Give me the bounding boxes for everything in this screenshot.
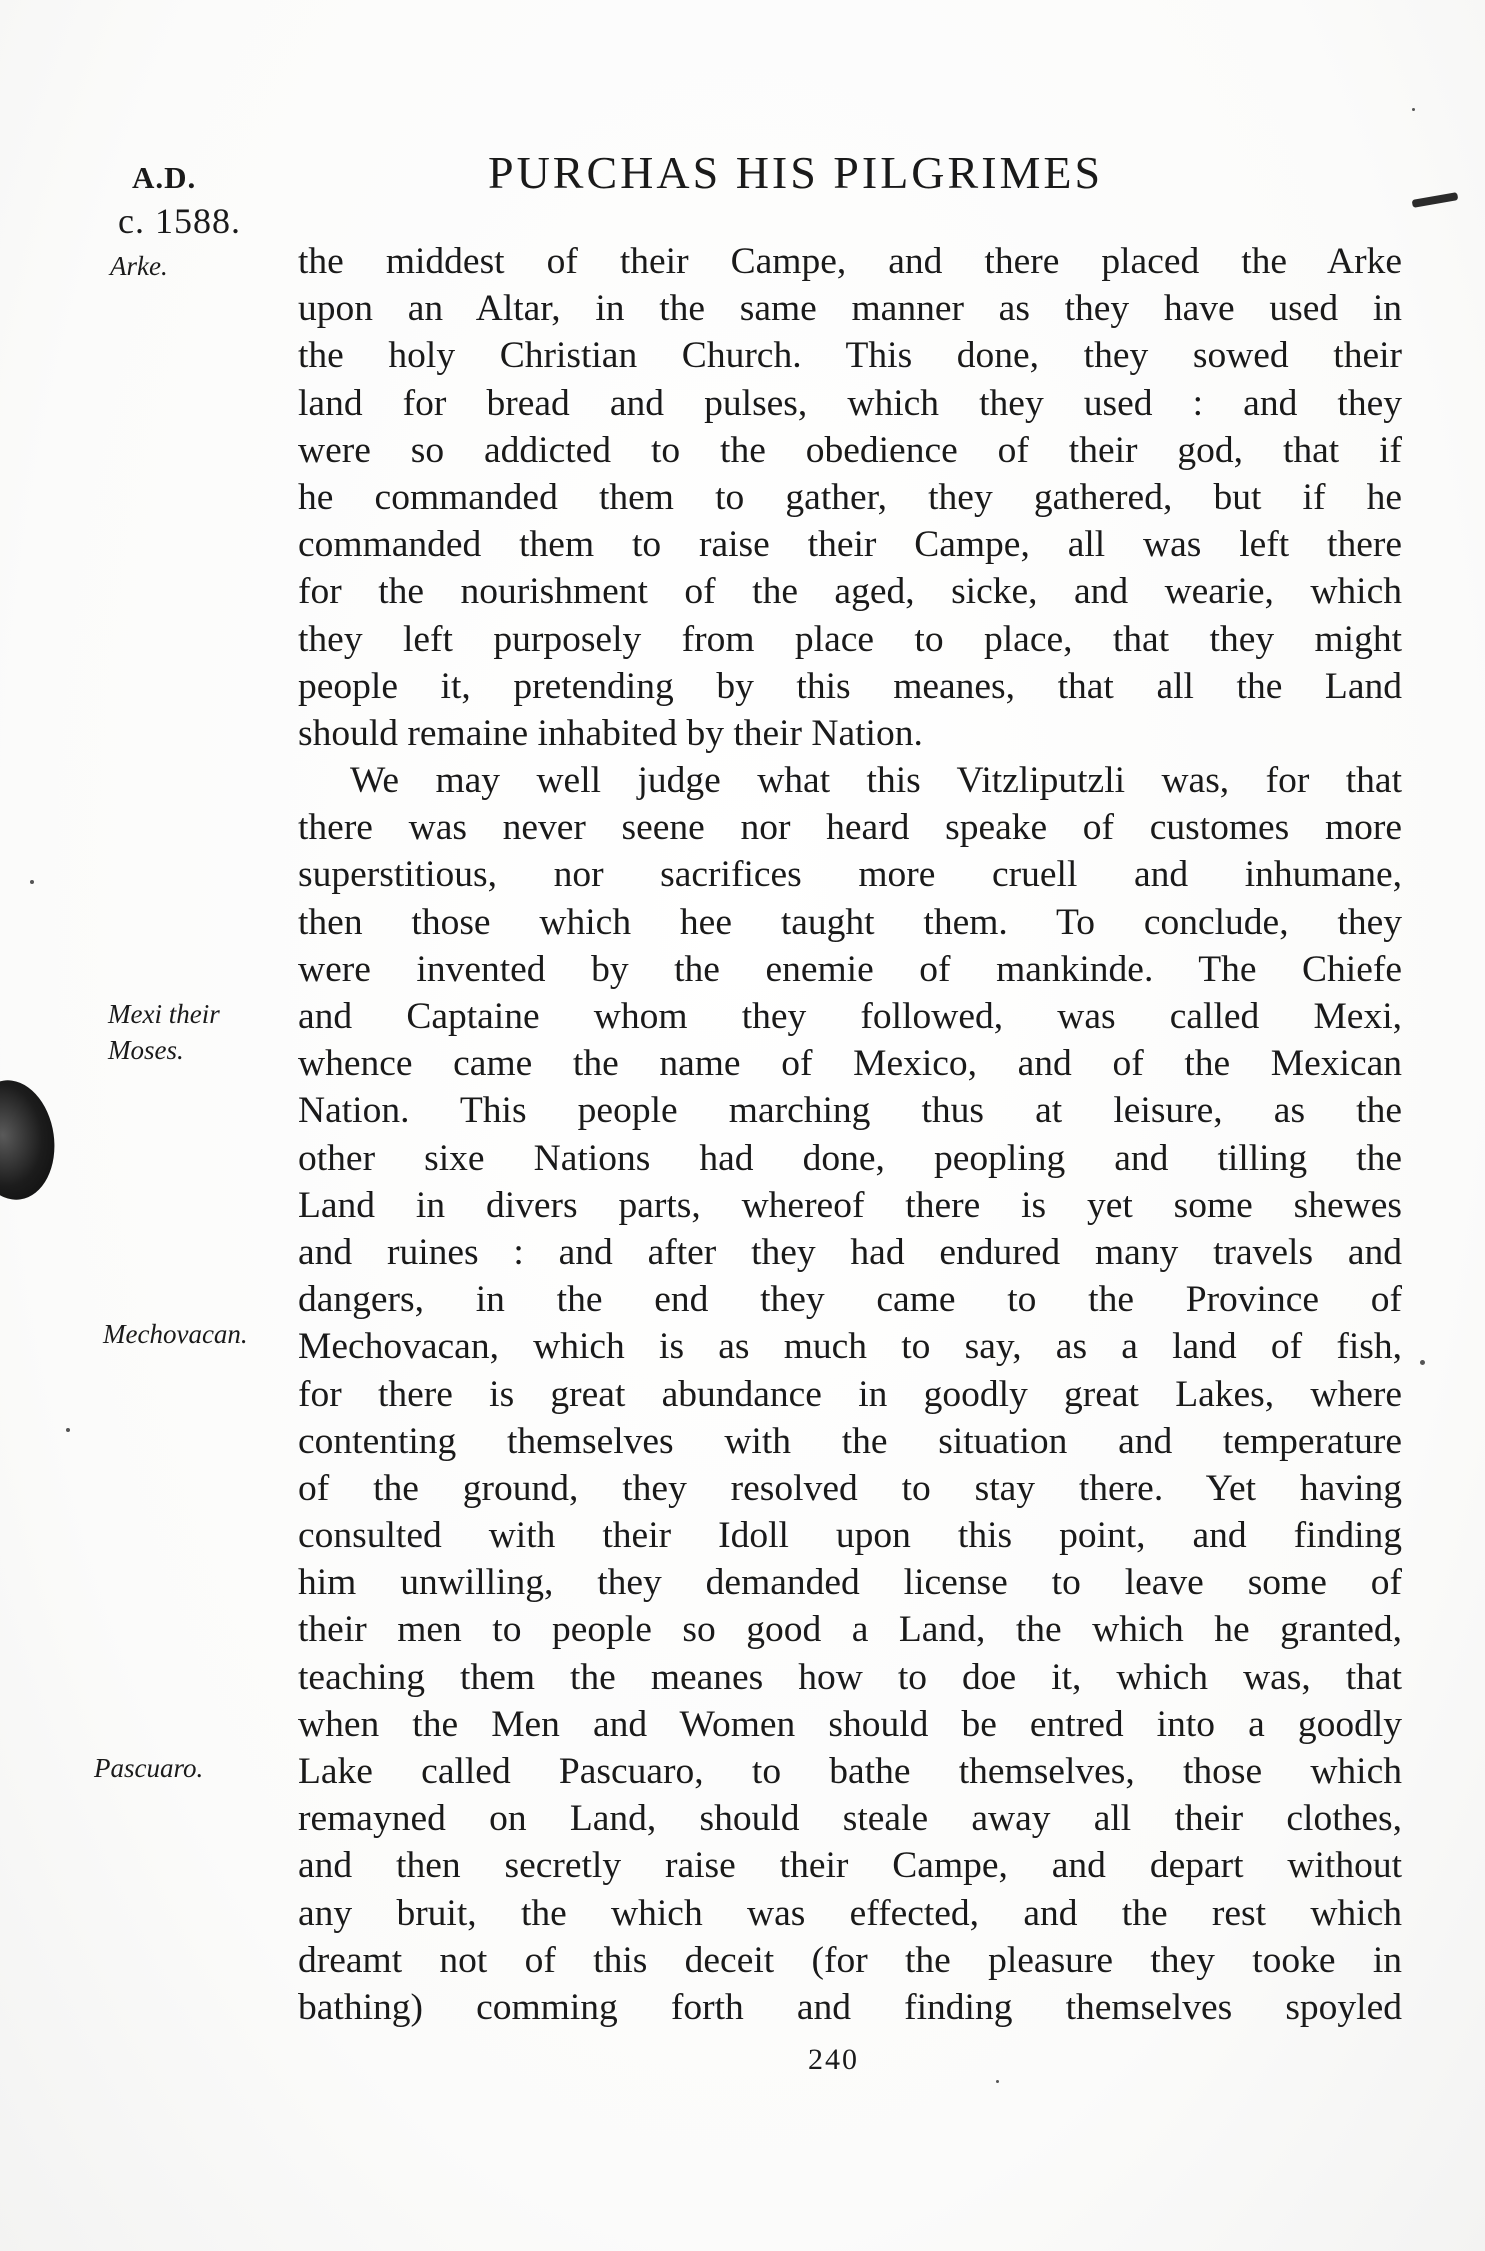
- ink-speck: [996, 2080, 999, 2083]
- text-line: he commanded them to gather, they gathered, but if he: [298, 476, 1402, 518]
- text-line: land for bread and pulses, which they used : and they: [298, 382, 1402, 424]
- header-year: c. 1588.: [118, 201, 241, 241]
- text-line: contenting themselves with the situation and temperature: [298, 1420, 1402, 1462]
- ink-speck: [30, 880, 34, 884]
- text-line: there was never seene nor heard speake of customes more: [298, 807, 1402, 849]
- ink-speck: [1412, 108, 1415, 111]
- text-line: dangers, in the end they came to the Province of: [298, 1279, 1402, 1321]
- ink-smudge: [1412, 192, 1459, 208]
- text-line: We may well judge what this Vitzliputzli was, for that: [350, 760, 1402, 802]
- ink-speck: [66, 1428, 70, 1432]
- margin-note-pascuaro: Pascuaro.: [94, 1753, 204, 1783]
- page-number: 240: [808, 2043, 859, 2076]
- text-line: were invented by the enemie of mankinde. The Chiefe: [298, 948, 1402, 990]
- thumb-shadow: [0, 1075, 62, 1206]
- text-line: the holy Christian Church. This done, they sowed their: [298, 335, 1402, 377]
- text-line: and ruines : and after they had endured many travels and: [298, 1231, 1402, 1273]
- text-line: remayned on Land, should steale away all their clothes,: [298, 1798, 1402, 1840]
- header-date: A.D.: [132, 160, 197, 195]
- body-text: [298, 238, 1402, 2031]
- text-line: Mechovacan, which is as much to say, as a land of fish,: [298, 1326, 1402, 1368]
- margin-note-arke: Arke.: [110, 251, 168, 281]
- text-line: when the Men and Women should be entred into a goodly: [298, 1703, 1402, 1745]
- running-head-title: PURCHAS HIS PILGRIMES: [488, 147, 1104, 198]
- text-line: dreamt not of this deceit (for the pleasure they tooke in: [298, 1939, 1402, 1981]
- text-line: Land in divers parts, whereof there is yet some shewes: [298, 1184, 1402, 1226]
- margin-note-mexi-line2: Moses.: [108, 1035, 184, 1065]
- text-line: people it, pretending by this meanes, that all the Land: [298, 665, 1402, 707]
- text-line: any bruit, the which was effected, and the rest which: [298, 1892, 1402, 1934]
- margin-note-mexi-line1: Mexi their: [108, 999, 220, 1029]
- text-line: whence came the name of Mexico, and of the Mexican: [298, 1043, 1402, 1085]
- text-line: their men to people so good a Land, the which he granted,: [298, 1609, 1402, 1651]
- text-line: the middest of their Campe, and there placed the Arke: [298, 241, 1402, 282]
- text-line: for there is great abundance in goodly great Lakes, where: [298, 1373, 1402, 1415]
- text-line: other sixe Nations had done, peopling and tilling the: [298, 1137, 1402, 1179]
- text-line: and Captaine whom they followed, was called Mexi,: [298, 996, 1402, 1037]
- margin-note-mechovacan: Mechovacan.: [103, 1319, 248, 1349]
- ink-speck: [1420, 1360, 1425, 1365]
- text-line: and then secretly raise their Campe, and depart without: [298, 1845, 1402, 1887]
- text-line: were so addicted to the obedience of their god, that if: [298, 429, 1402, 471]
- text-line: should remaine inhabited by their Nation.: [298, 712, 923, 754]
- text-line: Nation. This people marching thus at leisure, as the: [298, 1090, 1402, 1132]
- text-line: upon an Altar, in the same manner as they have used in: [298, 288, 1402, 330]
- text-line: teaching them the meanes how to doe it, which was, that: [298, 1656, 1402, 1698]
- text-line: they left purposely from place to place, that they might: [298, 618, 1402, 660]
- text-line: Lake called Pascuaro, to bathe themselves, those which: [298, 1751, 1402, 1792]
- text-line: commanded them to raise their Campe, all was left there: [298, 524, 1402, 566]
- text-line: consulted with their Idoll upon this point, and finding: [298, 1515, 1402, 1557]
- text-line: for the nourishment of the aged, sicke, and wearie, which: [298, 571, 1402, 613]
- text-line: superstitious, nor sacrifices more cruell and inhumane,: [298, 854, 1402, 896]
- text-line: bathing) comming forth and finding themselves spoyled: [298, 1986, 1402, 2028]
- text-line: of the ground, they resolved to stay there. Yet having: [298, 1467, 1402, 1509]
- text-line: then those which hee taught them. To conclude, they: [298, 901, 1402, 943]
- text-line: him unwilling, they demanded license to leave some of: [298, 1562, 1402, 1604]
